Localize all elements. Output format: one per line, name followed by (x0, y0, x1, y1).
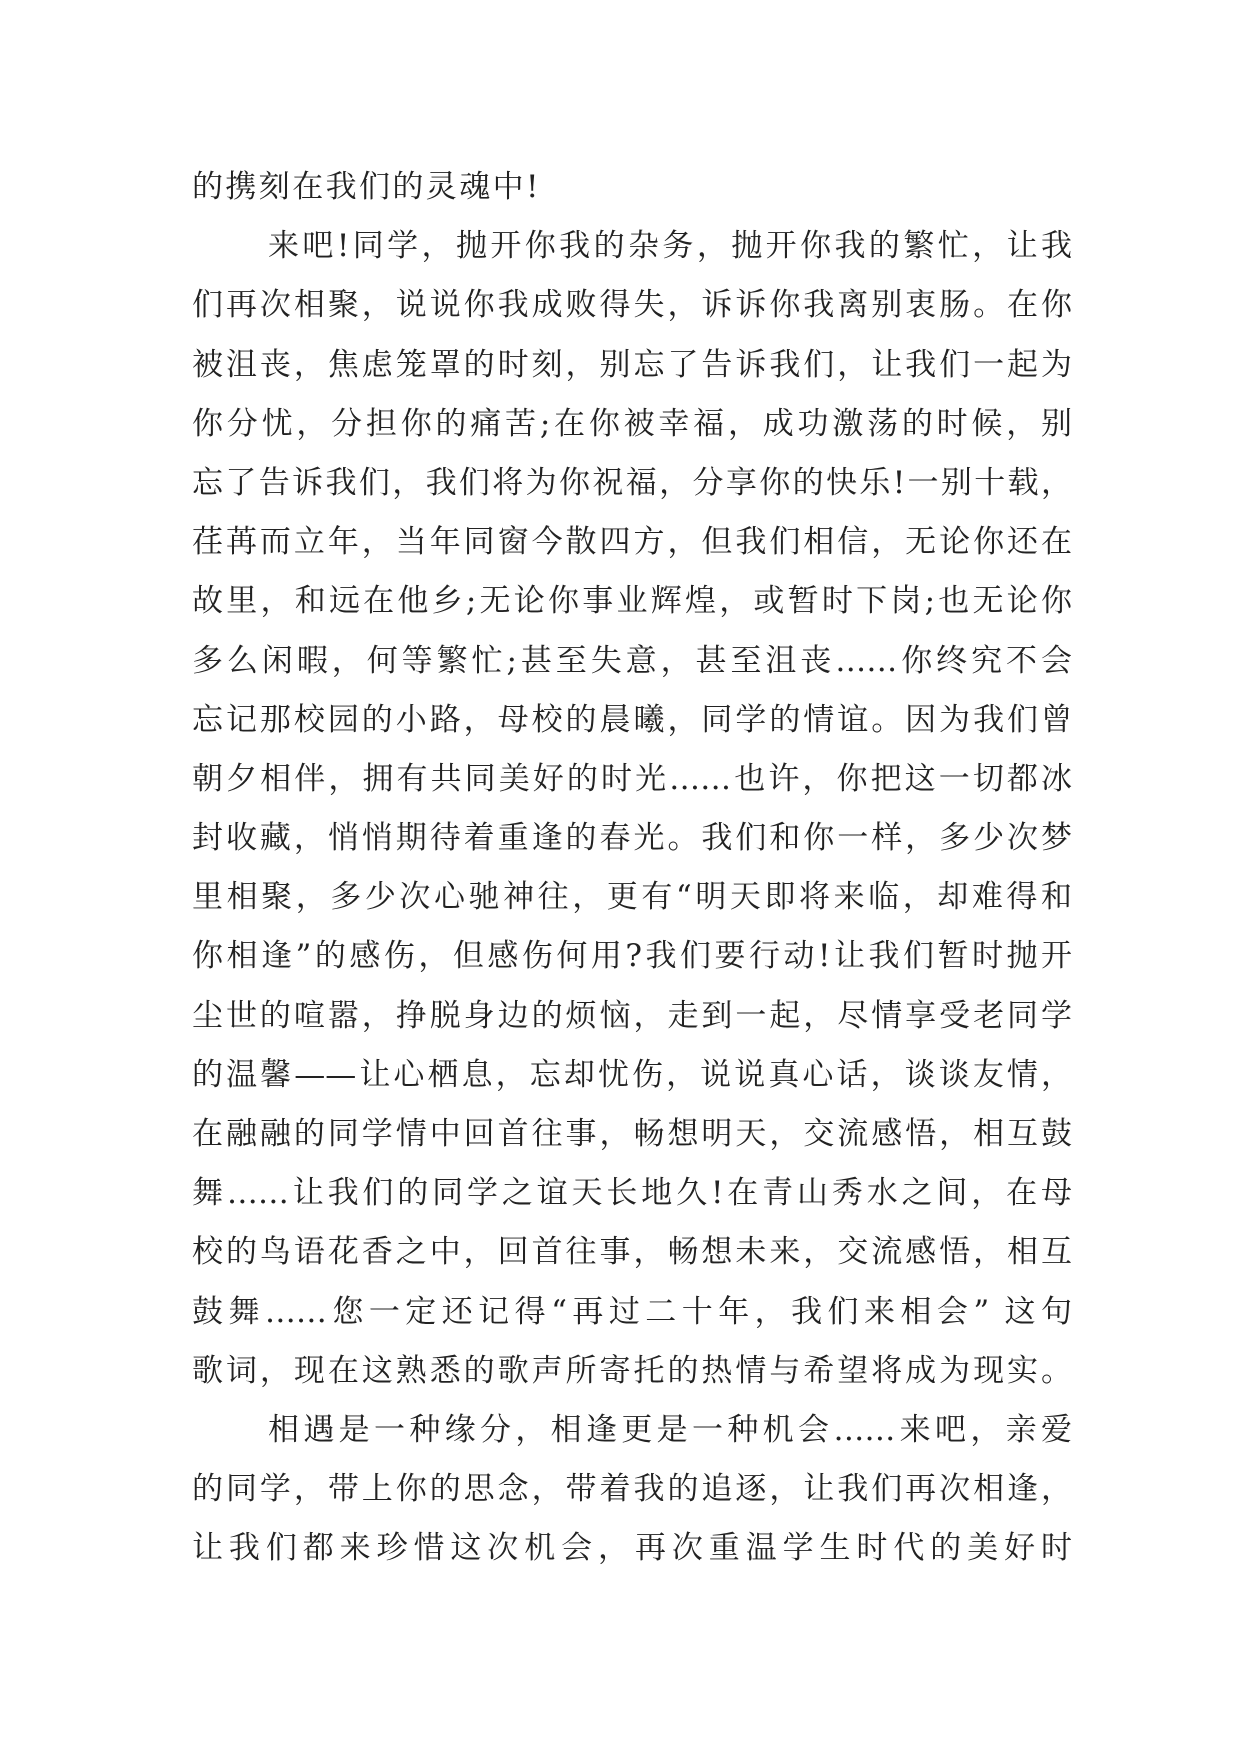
text-line: 忘记那校园的小路，母校的晨曦，同学的情谊。因为我们曾 (192, 701, 1072, 738)
text-line: 多么闲暇，何等繁忙;甚至失意，甚至沮丧……你终究不会 (192, 642, 1072, 679)
text-line: 让我们都来珍惜这次机会，再次重温学生时代的美好时 (192, 1530, 1072, 1567)
paragraph-start-line: 来吧!同学，抛开你我的杂务，抛开你我的繁忙，让我 (268, 228, 1072, 265)
text-line: 舞……让我们的同学之谊天长地久!在青山秀水之间，在母 (192, 1175, 1072, 1212)
text-line: 歌词，现在这熟悉的歌声所寄托的热情与希望将成为现实。 (192, 1352, 1072, 1389)
text-line: 里相聚，多少次心驰神往，更有“明天即将来临，却难得和 (192, 879, 1072, 916)
text-line: 鼓舞……您一定还记得“再过二十年，我们来相会” 这句 (192, 1293, 1072, 1330)
text-line: 你分忧，分担你的痛苦;在你被幸福，成功激荡的时候，别 (192, 405, 1072, 442)
text-line: 在融融的同学情中回首往事，畅想明天，交流感悟，相互鼓 (192, 1116, 1072, 1152)
text-line: 封收藏，悄悄期待着重逢的春光。我们和你一样，多少次梦 (192, 820, 1072, 857)
text-line: 校的鸟语花香之中，回首往事，畅想未来，交流感悟，相互 (192, 1234, 1072, 1271)
text-line: 的同学，带上你的思念，带着我的追逐，让我们再次相逢， (192, 1471, 1072, 1508)
text-line: 们再次相聚，说说你我成败得失，诉诉你我离别衷肠。在你 (192, 287, 1072, 324)
text-line: 朝夕相伴，拥有共同美好的时光……也许，你把这一切都冰 (192, 760, 1072, 797)
body-text (192, 158, 1072, 1579)
paragraph-start-line: 相遇是一种缘分，相逢更是一种机会……来吧，亲爱 (268, 1411, 1072, 1448)
text-line: 被沮丧，焦虑笼罩的时刻，别忘了告诉我们，让我们一起为 (192, 346, 1072, 383)
text-line: 荏苒而立年，当年同窗今散四方，但我们相信，无论你还在 (192, 524, 1072, 561)
text-line: 你相逢”的感伤，但感伤何用?我们要行动!让我们暂时抛开 (192, 938, 1072, 975)
text-line: 的携刻在我们的灵魂中! (192, 169, 541, 205)
text-line: 忘了告诉我们，我们将为你祝福，分享你的快乐!一别十载， (192, 464, 1072, 501)
text-line: 的温馨——让心栖息，忘却忧伤，说说真心话，谈谈友情， (192, 1056, 1072, 1093)
text-line: 故里，和远在他乡;无论你事业辉煌，或暂时下岗;也无论你 (192, 583, 1072, 620)
text-line: 尘世的喧嚣，挣脱身边的烦恼，走到一起，尽情享受老同学 (192, 997, 1072, 1034)
